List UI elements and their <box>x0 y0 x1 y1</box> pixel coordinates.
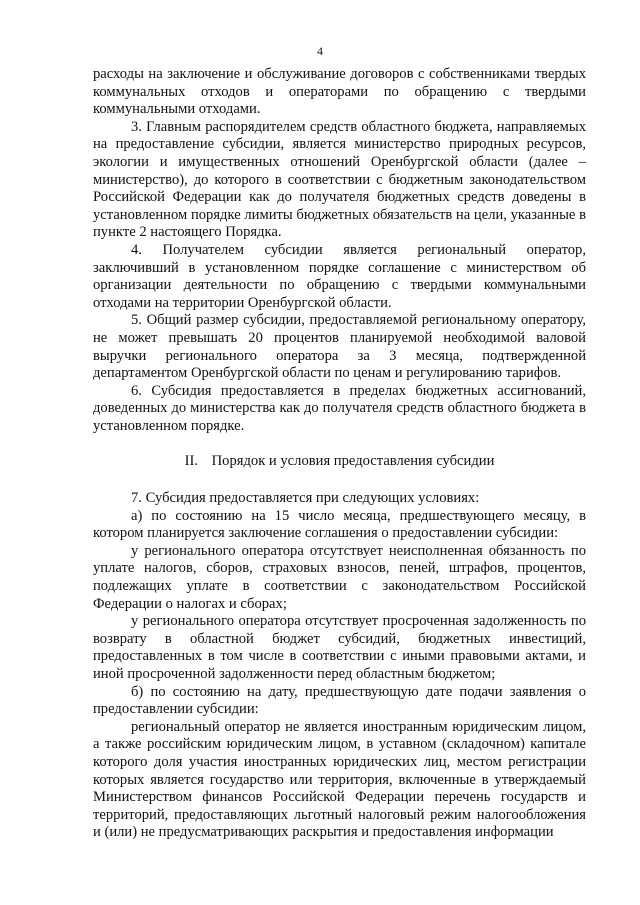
section-number: II. <box>184 453 198 470</box>
paragraph-condition-foreign: региональный оператор не является иностранным юридическим лицом, а также российским юридическим лицом, в уставном (складочном) капитале которого доля участия иностранных юридических лиц, местом регистрации которых является государство или территория, включенные в утверждаемый Министерством финансов Российской Федерации перечень государств и территорий, предоставляющих льготный налоговый режим налогообложения и (или) не предусматривающих раскрытия и предоставления информации <box>93 718 586 841</box>
paragraph-item-3: 3. Главным распорядителем средств областного бюджета, направляемых на предоставление субсидии, является министерство природных ресурсов, экологии и имущественных отношений Оренбургской области (далее – министерство), до которого в соответствии с бюджетным законодательством Российской Федерации как до получателя бюджетных средств доведены в установленном порядке лимиты бюджетных обязательств на цели, указанные в пункте 2 настоящего Порядка. <box>93 118 586 241</box>
paragraph-item-4: 4. Получателем субсидии является региональный оператор, заключивший в установленном порядке соглашение с министерством об организации деятельности по обращению с твердыми коммунальными отходами на территории Оренбургской области. <box>93 241 586 311</box>
paragraph-subitem-a: а) по состоянию на 15 число месяца, предшествующего месяцу, в котором планируется заключение соглашения о предоставлении субсидии: <box>93 507 586 542</box>
document-body <box>93 66 586 842</box>
paragraph-condition-debt: у регионального оператора отсутствует просроченная задолженность по возврату в областной бюджет субсидий, бюджетных инвестиций, предоставленных в том числе в соответствии с иными правовыми актами, и иной просроченной задолженности перед областным бюджетом; <box>93 613 586 682</box>
paragraph-item-7: 7. Субсидия предоставляется при следующих условиях: <box>131 490 480 507</box>
paragraph-item-5: 5. Общий размер субсидии, предоставляемой региональному оператору, не может превышать 20 процентов планируемой необходимой валовой выручки регионального оператора за 3 месяца, подтвержденной департаментом Оренбургской области по ценам и регулированию тарифов. <box>93 312 586 382</box>
paragraph-condition-taxes: у регионального оператора отсутствует неисполненная обязанность по уплате налогов, сборов, страховых взносов, пеней, штрафов, процентов, подлежащих уплате в соответствии с законодательством Российской Федерации о налогах и сборах; <box>93 542 586 612</box>
paragraph-subitem-b: б) по состоянию на дату, предшествующую дате подачи заявления о предоставлении субсидии: <box>93 683 586 718</box>
paragraph-item-6: 6. Субсидия предоставляется в пределах бюджетных ассигнований, доведенных до министерства как до получателя средств областного бюджета в установленном порядке. <box>93 382 586 434</box>
page-number: 4 <box>317 44 323 58</box>
section-title: Порядок и условия предоставления субсидии <box>211 453 495 470</box>
section-heading <box>93 453 586 471</box>
paragraph-continuation: расходы на заключение и обслуживание договоров с собственниками твердых коммунальных отходов и операторами по обращению с твердыми коммунальными отходами. <box>93 66 586 118</box>
